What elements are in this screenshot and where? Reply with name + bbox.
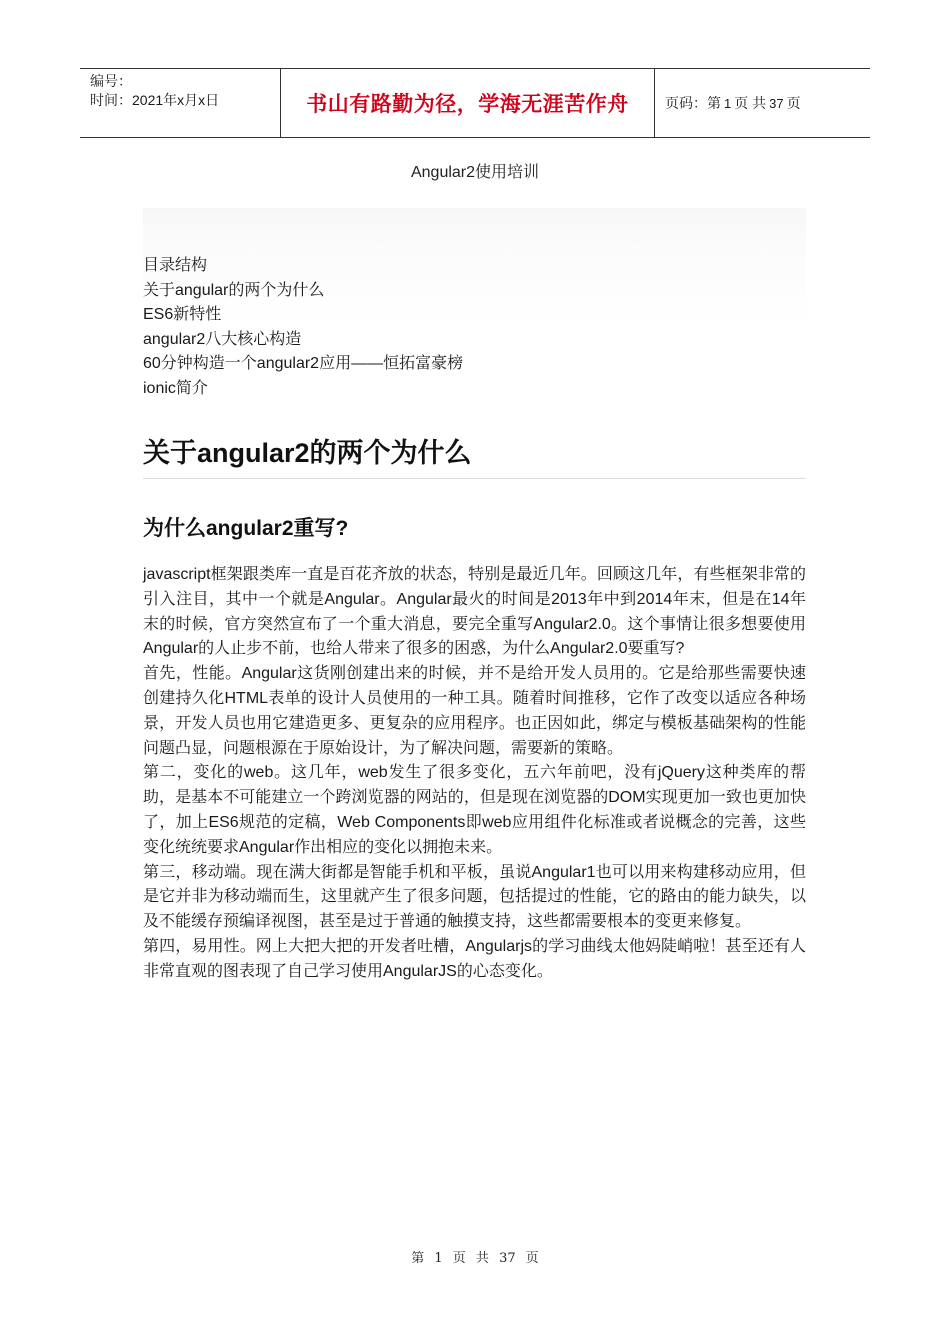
toc-item: ionic简介	[143, 379, 208, 397]
page-prefix: 页码：第	[665, 95, 721, 111]
header-motto-cell	[281, 69, 655, 137]
table-of-contents	[143, 254, 463, 402]
toc-item: ES6新特性	[143, 306, 222, 324]
motto-text: 书山有路勤为径，学海无涯苦作舟	[306, 91, 629, 116]
paragraph: 第四，易用性。网上大把大把的开发者吐槽，Angularjs的学习曲线太他妈陡峭啦！甚至还有人非常直观的图表现了自己学习使用AngularJS的心态变化。	[143, 937, 806, 980]
paragraph: 第二，变化的web。这几年，web发生了很多变化，五六年前吧，没有jQuery这种类库的帮助，是基本不可能建立一个跨浏览器的网站的，但是现在浏览器的DOM实现更加一致也更加快了，加上ES6规范的定稿，Web Components即web应用组件化标准或者说概念的完善，这些变化统统要求Angular作出相应的变化以拥抱未来。	[143, 764, 806, 856]
paragraph: 第三，移动端。现在满大街都是智能手机和平板，虽说Angular1也可以用来构建移动应用，但是它并非为移动端而生，这里就产生了很多问题，包括提过的性能，它的路由的能力缺失，以及不能缓存预编译视图，甚至是过于普通的触摸支持，这些都需要根本的变更来修复。	[143, 863, 806, 931]
header-page-cell	[655, 69, 870, 137]
page-total: 37	[769, 95, 784, 111]
toc-item: angular2八大核心构造	[143, 330, 302, 348]
page-middle: 页 共	[734, 95, 767, 111]
page-suffix: 页	[786, 95, 801, 111]
footer-prefix: 第	[411, 1251, 425, 1266]
subsection-heading: 为什么angular2重写?	[143, 517, 349, 540]
toc-item: 目录结构	[143, 257, 208, 274]
content-block	[143, 208, 806, 1062]
document-title: Angular2使用培训	[410, 164, 540, 181]
toc-item: 60分钟构造一个angular2应用——恒拓富豪榜	[143, 355, 464, 373]
footer-suffix: 页	[525, 1251, 539, 1266]
serial-label: 编号：	[90, 73, 132, 89]
body-text	[143, 563, 806, 985]
paragraph: 首先，性能。Angular这货刚创建出来的时候，并不是给开发人员用的。它是给那些需要快速创建持久化HTML表单的设计人员使用的一种工具。随着时间推移，它作了改变以适应各种场景，开发人员也用它建造更多、更复杂的应用程序。也正因如此，绑定与模板基础架构的性能问题凸显，问题根源在于原始设计，为了解决问题，需要新的策略。	[143, 665, 806, 757]
page-footer	[0, 1247, 950, 1266]
paragraph: javascript框架跟类库一直是百花齐放的状态，特别是最近几年。回顾这几年，有些框架非常的引入注目，其中一个就是Angular。Angular最火的时间是2013年中到2014年末，但是在14年末的时候，官方突然宣布了一个重大消息，要完全重写Angular2.0。这个事情让很多想要使用Angular的人止步不前，也给人带来了很多的困惑，为什么Angular2.0要重写?	[143, 566, 806, 658]
footer-total: 37	[499, 1251, 516, 1266]
page-current: 1	[724, 95, 732, 111]
date-label: 时间：2021年x月x日	[90, 92, 220, 108]
toc-item: 关于angular的两个为什么	[143, 281, 325, 299]
footer-current: 1	[434, 1251, 443, 1266]
page-header	[80, 68, 870, 138]
section-heading: 关于angular2的两个为什么	[143, 431, 806, 479]
header-meta-cell	[80, 69, 281, 137]
footer-middle: 页 共	[452, 1251, 489, 1266]
